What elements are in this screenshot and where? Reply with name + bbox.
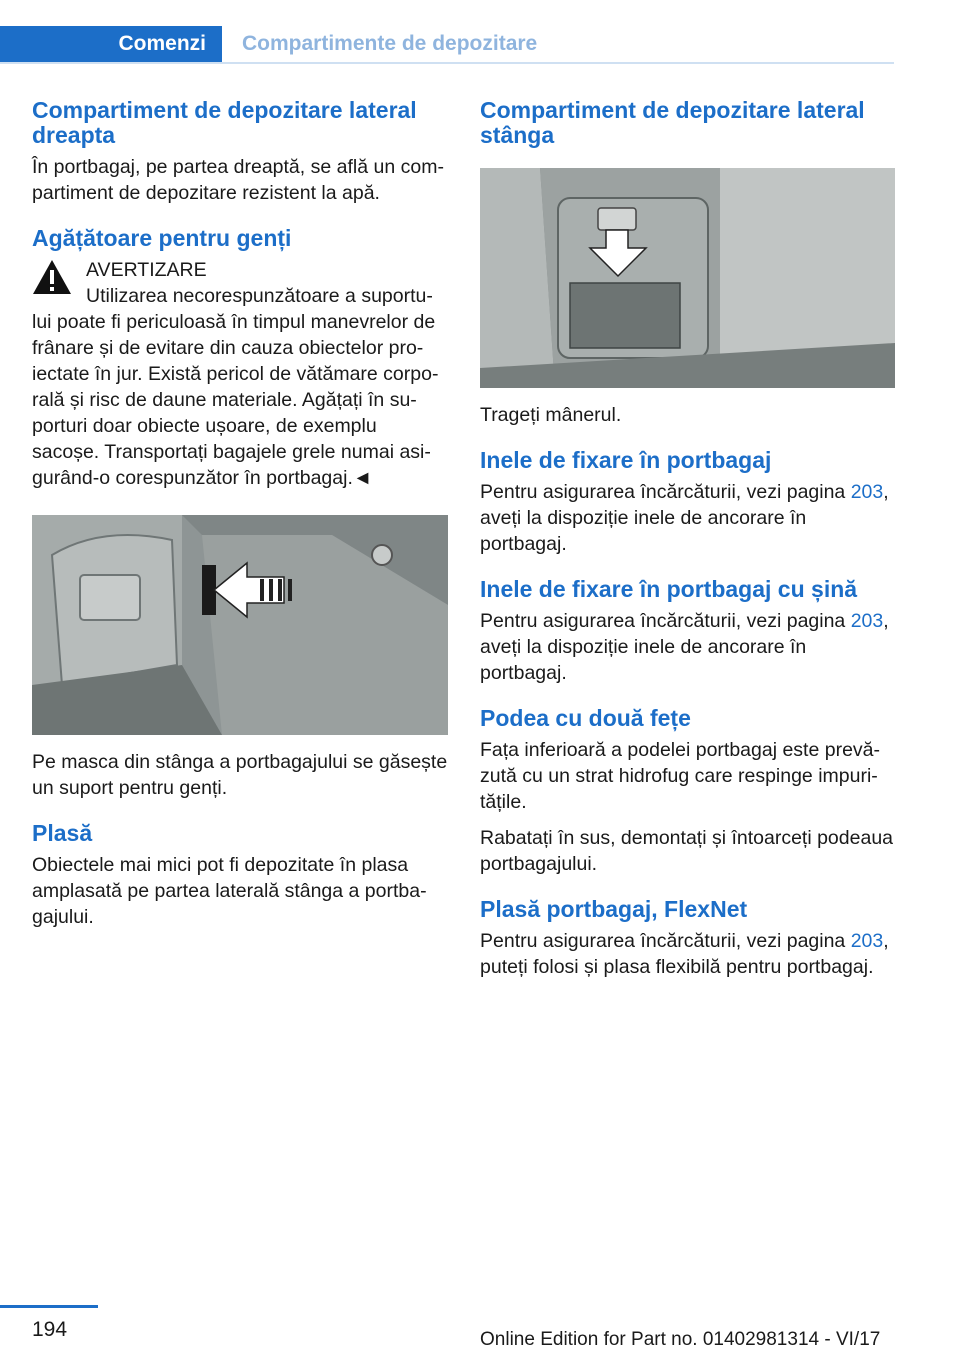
page-link-203[interactable]: 203 — [850, 930, 884, 952]
paragraph-net: Obiectele mai mici pot fi depozitate în plasa amplasată pe partea laterală stânga a portbagajului. — [32, 854, 427, 928]
paragraph-floor-2: Rabatați în sus, demontați și întoarceți podeaua portbagajului. — [480, 827, 894, 875]
text-segment: , puteți folosi și plasa flexibilă pentru portbagaj. — [480, 930, 889, 978]
text-segment: Pentru asigurarea încărcăturii, vezi pagina — [480, 481, 851, 503]
heading-reversible-floor: Podea cu două fețe — [480, 705, 691, 731]
warning-block — [32, 257, 450, 309]
heading-tie-down-rings-rail: Inele de fixare în portbagaj cu șină — [480, 576, 858, 602]
bag-hook-illustration — [32, 515, 448, 735]
edition-note: Online Edition for Part no. 01402981314 - VI/17 — [480, 1329, 881, 1350]
warning-line: gurând-o corespunzător în portbagaj.◄ — [32, 467, 373, 489]
text-segment: , aveți la dispoziție inele de ancorare în portbagaj. — [480, 610, 889, 684]
text-segment: Pentru asigurarea încărcăturii, vezi pagina — [480, 930, 851, 952]
heading-right-storage: Compartiment de depozitare lateral dreapta — [32, 97, 417, 148]
warning-line: porturi doar obiecte ușoare, de exemplu — [32, 415, 377, 437]
paragraph-right-storage: În portbagaj, pe partea dreaptă, se află un compartiment de depozitare rezistent la apă. — [32, 156, 444, 204]
warning-icon — [32, 259, 72, 295]
paragraph-floor-1: Fața inferioară a podelei portbagaj este prevăzută cu un strat hidrofug care respinge impuritățile. — [480, 739, 881, 813]
storage-handle-illustration — [480, 168, 895, 388]
paragraph-flexnet — [480, 928, 895, 980]
heading-tie-down-rings: Inele de fixare în portbagaj — [480, 447, 772, 473]
right-column — [480, 98, 895, 980]
heading-left-storage: Compartiment de depozitare lateral stânga — [480, 97, 865, 148]
warning-title: AVERTIZARE — [86, 259, 207, 281]
warning-line: Utilizarea necorespunzătoare a suportu- — [86, 285, 433, 307]
page-link-203[interactable]: 203 — [850, 481, 884, 503]
left-column — [32, 98, 450, 930]
warning-line: rală și risc de daune materiale. Agățați în su- — [32, 389, 417, 411]
heading-bag-hooks: Agățătoare pentru genți — [32, 225, 292, 251]
text-segment: , aveți la dispoziție inele de ancorare în portbagaj. — [480, 481, 889, 555]
heading-flexnet: Plasă portbagaj, FlexNet — [480, 896, 748, 922]
footer-rule — [0, 1305, 98, 1308]
warning-line: iectate în jur. Există pericol de vătămare corpo- — [32, 363, 439, 385]
heading-net: Plasă — [32, 820, 93, 846]
text-segment: Pentru asigurarea încărcăturii, vezi pagina — [480, 610, 851, 632]
caption-bag-hooks: Pe masca din stânga a portbagajului se găsește un suport pentru genți. — [32, 751, 448, 799]
page-number: 194 — [32, 1318, 68, 1341]
warning-line: lui poate fi periculoasă în timpul manevrelor de — [32, 311, 436, 333]
page-header — [0, 0, 894, 64]
section-tab[interactable]: Comenzi — [0, 26, 222, 62]
caption-pull-handle: Trageți mânerul. — [480, 404, 622, 426]
warning-line: frânare și de evitare din cauza obiectelor pro- — [32, 337, 424, 359]
warning-line: sacoșe. Transportați bagajele grele numai asi- — [32, 441, 431, 463]
page-link-203[interactable]: 203 — [850, 610, 884, 632]
paragraph-tie-down-rings-rail — [480, 608, 895, 686]
topic-tab[interactable]: Compartimente de depozitare — [242, 32, 538, 55]
paragraph-tie-down-rings — [480, 479, 895, 557]
